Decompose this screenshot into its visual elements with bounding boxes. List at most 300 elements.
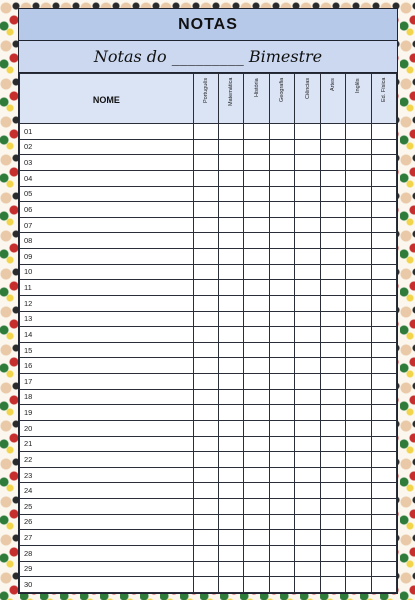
grade-cell[interactable] [219,452,244,468]
grade-cell[interactable] [219,405,244,421]
grade-cell[interactable] [295,295,320,311]
grade-cell[interactable] [346,139,371,155]
grade-cell[interactable] [320,420,345,436]
table-row [20,295,397,311]
table-row [20,202,397,218]
grade-cell[interactable] [193,170,218,186]
grade-cell[interactable] [269,452,294,468]
table-row [20,389,397,405]
grade-cell[interactable] [346,545,371,561]
grade-cell[interactable] [371,483,396,499]
grade-cell[interactable] [320,233,345,249]
grade-cell[interactable] [219,155,244,171]
grade-cell[interactable] [269,436,294,452]
table-row [20,514,397,530]
student-name-cell[interactable] [20,327,194,343]
grade-cell[interactable] [219,545,244,561]
grade-cell[interactable] [269,311,294,327]
student-name-cell[interactable] [20,233,194,249]
grade-cell[interactable] [295,280,320,296]
grade-cell[interactable] [320,249,345,265]
grade-cell[interactable] [371,280,396,296]
grade-cell[interactable] [295,577,320,593]
grade-cell[interactable] [269,530,294,546]
grade-cell[interactable] [371,420,396,436]
grade-cell[interactable] [193,217,218,233]
grade-cell[interactable] [320,358,345,374]
grade-cell[interactable] [371,514,396,530]
grade-cell[interactable] [320,327,345,343]
grade-cell[interactable] [295,249,320,265]
student-name-cell[interactable] [20,545,194,561]
grade-cell[interactable] [193,295,218,311]
grade-cell[interactable] [346,389,371,405]
grade-cell[interactable] [371,186,396,202]
grade-cell[interactable] [193,514,218,530]
grade-cell[interactable] [219,280,244,296]
grade-cell[interactable] [219,233,244,249]
grade-cell[interactable] [295,124,320,140]
grade-cell[interactable] [269,155,294,171]
table-row [20,561,397,577]
grade-cell[interactable] [371,436,396,452]
row-number: 05 [24,189,33,199]
grade-cell[interactable] [219,202,244,218]
grade-cell[interactable] [219,530,244,546]
grade-cell[interactable] [371,530,396,546]
table-row [20,342,397,358]
grade-cell[interactable] [244,420,269,436]
student-name-cell[interactable] [20,280,194,296]
grade-cell[interactable] [193,561,218,577]
grade-cell[interactable] [371,561,396,577]
grade-cell[interactable] [346,233,371,249]
grade-cell[interactable] [295,155,320,171]
grade-cell[interactable] [320,577,345,593]
grade-cell[interactable] [371,467,396,483]
grade-cell[interactable] [269,405,294,421]
grade-cell[interactable] [295,499,320,515]
student-name-cell[interactable] [20,311,194,327]
grade-cell[interactable] [219,327,244,343]
grade-cell[interactable] [244,124,269,140]
grade-cell[interactable] [295,358,320,374]
row-number: 04 [24,173,33,183]
grade-cell[interactable] [219,483,244,499]
grades-table [19,73,397,593]
grade-cell[interactable] [269,170,294,186]
grade-cell[interactable] [320,280,345,296]
grade-cell[interactable] [219,389,244,405]
grade-cell[interactable] [269,217,294,233]
grade-cell[interactable] [244,545,269,561]
grade-cell[interactable] [295,342,320,358]
grade-cell[interactable] [320,155,345,171]
grade-cell[interactable] [371,155,396,171]
grade-cell[interactable] [371,545,396,561]
grade-cell[interactable] [244,311,269,327]
student-name-cell[interactable] [20,499,194,515]
grade-cell[interactable] [269,420,294,436]
grade-cell[interactable] [295,186,320,202]
grade-cell[interactable] [320,561,345,577]
grade-cell[interactable] [193,374,218,390]
grade-cell[interactable] [193,249,218,265]
grade-cell[interactable] [244,155,269,171]
student-name-cell[interactable] [20,155,194,171]
grade-cell[interactable] [346,264,371,280]
grade-cell[interactable] [219,264,244,280]
grade-cell[interactable] [320,202,345,218]
grade-cell[interactable] [193,155,218,171]
grade-cell[interactable] [295,202,320,218]
grade-cell[interactable] [371,295,396,311]
grade-cell[interactable] [193,202,218,218]
grade-cell[interactable] [371,327,396,343]
grade-cell[interactable] [244,170,269,186]
grade-cell[interactable] [219,577,244,593]
grade-cell[interactable] [193,233,218,249]
grade-cell[interactable] [244,186,269,202]
grade-cell[interactable] [193,358,218,374]
student-name-cell[interactable] [20,514,194,530]
grade-cell[interactable] [269,280,294,296]
grade-cell[interactable] [295,483,320,499]
grade-cell[interactable] [244,389,269,405]
grade-cell[interactable] [193,436,218,452]
row-number: 14 [24,329,33,339]
grade-cell[interactable] [320,264,345,280]
grade-cell[interactable] [244,217,269,233]
grade-cell[interactable] [346,499,371,515]
grade-cell[interactable] [244,295,269,311]
table-row [20,467,397,483]
grade-cell[interactable] [371,249,396,265]
student-name-cell[interactable] [20,124,194,140]
grade-cell[interactable] [244,514,269,530]
grade-cell[interactable] [219,170,244,186]
row-number: 08 [24,236,33,246]
student-name-cell[interactable] [20,374,194,390]
grade-cell[interactable] [295,233,320,249]
grade-cell[interactable] [244,452,269,468]
grade-cell[interactable] [219,124,244,140]
grade-cell[interactable] [244,405,269,421]
grade-cell[interactable] [193,577,218,593]
grade-cell[interactable] [244,249,269,265]
student-name-cell[interactable] [20,139,194,155]
grade-cell[interactable] [193,389,218,405]
grade-cell[interactable] [346,202,371,218]
grade-cell[interactable] [269,295,294,311]
subject-header-portugues: Português [193,74,218,124]
grade-cell[interactable] [295,389,320,405]
grade-cell[interactable] [371,217,396,233]
student-name-cell[interactable] [20,420,194,436]
student-name-cell[interactable] [20,249,194,265]
grade-cell[interactable] [244,264,269,280]
grade-cell[interactable] [295,217,320,233]
grade-cell[interactable] [193,483,218,499]
grade-cell[interactable] [320,139,345,155]
student-name-cell[interactable] [20,358,194,374]
grade-cell[interactable] [295,139,320,155]
grade-cell[interactable] [193,186,218,202]
grade-cell[interactable] [269,342,294,358]
grade-cell[interactable] [193,264,218,280]
grade-cell[interactable] [320,217,345,233]
grade-cell[interactable] [320,545,345,561]
grade-cell[interactable] [371,311,396,327]
grade-cell[interactable] [193,530,218,546]
grade-cell[interactable] [346,249,371,265]
grade-cell[interactable] [219,311,244,327]
grade-cell[interactable] [269,249,294,265]
student-name-cell[interactable] [20,483,194,499]
grade-cell[interactable] [269,264,294,280]
grade-cell[interactable] [244,342,269,358]
grade-cell[interactable] [244,561,269,577]
grade-cell[interactable] [320,124,345,140]
grade-cell[interactable] [346,467,371,483]
grade-cell[interactable] [371,389,396,405]
subject-header-ciencias: Ciências [295,74,320,124]
grade-cell[interactable] [295,561,320,577]
grade-cell[interactable] [320,311,345,327]
student-name-cell[interactable] [20,295,194,311]
grade-cell[interactable] [346,420,371,436]
grade-cell[interactable] [371,233,396,249]
row-number: 17 [24,376,33,386]
subtitle-bar [19,41,397,73]
grade-cell[interactable] [193,311,218,327]
grade-cell[interactable] [346,358,371,374]
student-name-cell[interactable] [20,561,194,577]
grade-cell[interactable] [346,217,371,233]
grade-cell[interactable] [295,311,320,327]
table-row [20,530,397,546]
grade-cell[interactable] [269,233,294,249]
grade-cell[interactable] [346,514,371,530]
grade-cell[interactable] [269,561,294,577]
grade-cell[interactable] [269,483,294,499]
grade-cell[interactable] [371,374,396,390]
grade-cell[interactable] [346,280,371,296]
grade-cell[interactable] [193,327,218,343]
grade-cell[interactable] [269,374,294,390]
grade-cell[interactable] [320,452,345,468]
grade-cell[interactable] [269,389,294,405]
grade-cell[interactable] [320,186,345,202]
grade-cell[interactable] [219,186,244,202]
grade-cell[interactable] [320,483,345,499]
grade-cell[interactable] [346,155,371,171]
grade-cell[interactable] [346,170,371,186]
page-title: NOTAS [178,15,238,33]
grade-cell[interactable] [346,374,371,390]
grade-cell[interactable] [346,311,371,327]
grade-cell[interactable] [244,233,269,249]
grade-cell[interactable] [193,467,218,483]
grade-cell[interactable] [371,170,396,186]
grade-cell[interactable] [269,327,294,343]
grade-cell[interactable] [269,467,294,483]
grade-cell[interactable] [295,545,320,561]
grade-cell[interactable] [295,170,320,186]
student-name-cell[interactable] [20,577,194,593]
grade-cell[interactable] [346,530,371,546]
subject-header-matematica: Matemática [219,74,244,124]
student-name-cell[interactable] [20,405,194,421]
grade-cell[interactable] [219,342,244,358]
grade-cell[interactable] [320,170,345,186]
table-row [20,311,397,327]
grade-cell[interactable] [193,124,218,140]
grade-cell[interactable] [193,405,218,421]
grade-cell[interactable] [346,452,371,468]
grade-cell[interactable] [295,374,320,390]
student-name-cell[interactable] [20,186,194,202]
grade-cell[interactable] [219,139,244,155]
table-row [20,483,397,499]
grade-cell[interactable] [244,483,269,499]
grade-cell[interactable] [320,514,345,530]
grade-cell[interactable] [244,202,269,218]
grade-cell[interactable] [295,514,320,530]
student-name-cell[interactable] [20,452,194,468]
student-name-cell[interactable] [20,217,194,233]
grade-cell[interactable] [320,499,345,515]
grade-cell[interactable] [269,514,294,530]
student-name-cell[interactable] [20,264,194,280]
row-number: 01 [24,126,33,136]
grade-cell[interactable] [219,436,244,452]
grade-cell[interactable] [269,358,294,374]
grade-cell[interactable] [295,420,320,436]
grade-cell[interactable] [346,483,371,499]
grade-cell[interactable] [320,405,345,421]
grade-cell[interactable] [193,545,218,561]
grade-cell[interactable] [219,374,244,390]
grade-cell[interactable] [346,436,371,452]
grade-cell[interactable] [346,124,371,140]
grade-cell[interactable] [219,499,244,515]
grade-cell[interactable] [346,342,371,358]
grade-cell[interactable] [346,186,371,202]
grade-cell[interactable] [295,452,320,468]
grade-cell[interactable] [371,405,396,421]
grade-cell[interactable] [193,499,218,515]
grade-cell[interactable] [193,342,218,358]
grade-cell[interactable] [244,530,269,546]
grade-cell[interactable] [320,467,345,483]
grade-sheet [18,8,398,594]
grade-cell[interactable] [320,295,345,311]
title-bar [19,9,397,41]
student-name-cell[interactable] [20,389,194,405]
grade-cell[interactable] [269,545,294,561]
grade-cell[interactable] [219,561,244,577]
grade-cell[interactable] [244,139,269,155]
grade-cell[interactable] [295,405,320,421]
table-row [20,374,397,390]
grade-cell[interactable] [346,327,371,343]
grade-cell[interactable] [295,436,320,452]
grade-cell[interactable] [371,342,396,358]
grade-cell[interactable] [219,420,244,436]
grade-cell[interactable] [320,436,345,452]
grade-cell[interactable] [320,389,345,405]
grade-cell[interactable] [371,358,396,374]
grade-cell[interactable] [346,295,371,311]
grade-cell[interactable] [320,530,345,546]
grade-cell[interactable] [244,280,269,296]
grade-cell[interactable] [269,186,294,202]
page-subtitle: Notas do _________ Bimestre [93,47,323,66]
grade-cell[interactable] [371,452,396,468]
grade-cell[interactable] [371,499,396,515]
grade-cell[interactable] [244,327,269,343]
grade-cell[interactable] [371,139,396,155]
student-name-cell[interactable] [20,170,194,186]
grade-cell[interactable] [346,577,371,593]
row-number: 24 [24,486,33,496]
grade-cell[interactable] [244,499,269,515]
grade-cell[interactable] [219,467,244,483]
grade-cell[interactable] [320,342,345,358]
student-name-cell[interactable] [20,530,194,546]
table-row [20,452,397,468]
grade-cell[interactable] [346,561,371,577]
grade-cell[interactable] [244,467,269,483]
grade-cell[interactable] [219,358,244,374]
grade-cell[interactable] [219,217,244,233]
student-name-cell[interactable] [20,436,194,452]
student-name-cell[interactable] [20,342,194,358]
grade-cell[interactable] [193,420,218,436]
grade-cell[interactable] [244,358,269,374]
grade-cell[interactable] [295,264,320,280]
grade-cell[interactable] [295,530,320,546]
grade-cell[interactable] [193,280,218,296]
student-name-cell[interactable] [20,202,194,218]
grade-cell[interactable] [193,139,218,155]
grade-cell[interactable] [269,124,294,140]
grade-cell[interactable] [320,374,345,390]
grade-cell[interactable] [193,452,218,468]
grade-cell[interactable] [269,577,294,593]
grade-cell[interactable] [219,295,244,311]
grade-cell[interactable] [219,514,244,530]
grade-cell[interactable] [295,467,320,483]
subject-header-historia: História [244,74,269,124]
grade-cell[interactable] [269,202,294,218]
grade-cell[interactable] [371,202,396,218]
grade-cell[interactable] [371,124,396,140]
row-number: 02 [24,142,33,152]
grade-cell[interactable] [295,327,320,343]
grade-cell[interactable] [371,264,396,280]
grade-cell[interactable] [346,405,371,421]
student-name-cell[interactable] [20,467,194,483]
grade-cell[interactable] [219,249,244,265]
grade-cell[interactable] [371,577,396,593]
grade-cell[interactable] [269,499,294,515]
grade-cell[interactable] [244,374,269,390]
grade-cell[interactable] [244,436,269,452]
grade-cell[interactable] [244,577,269,593]
grade-cell[interactable] [269,139,294,155]
